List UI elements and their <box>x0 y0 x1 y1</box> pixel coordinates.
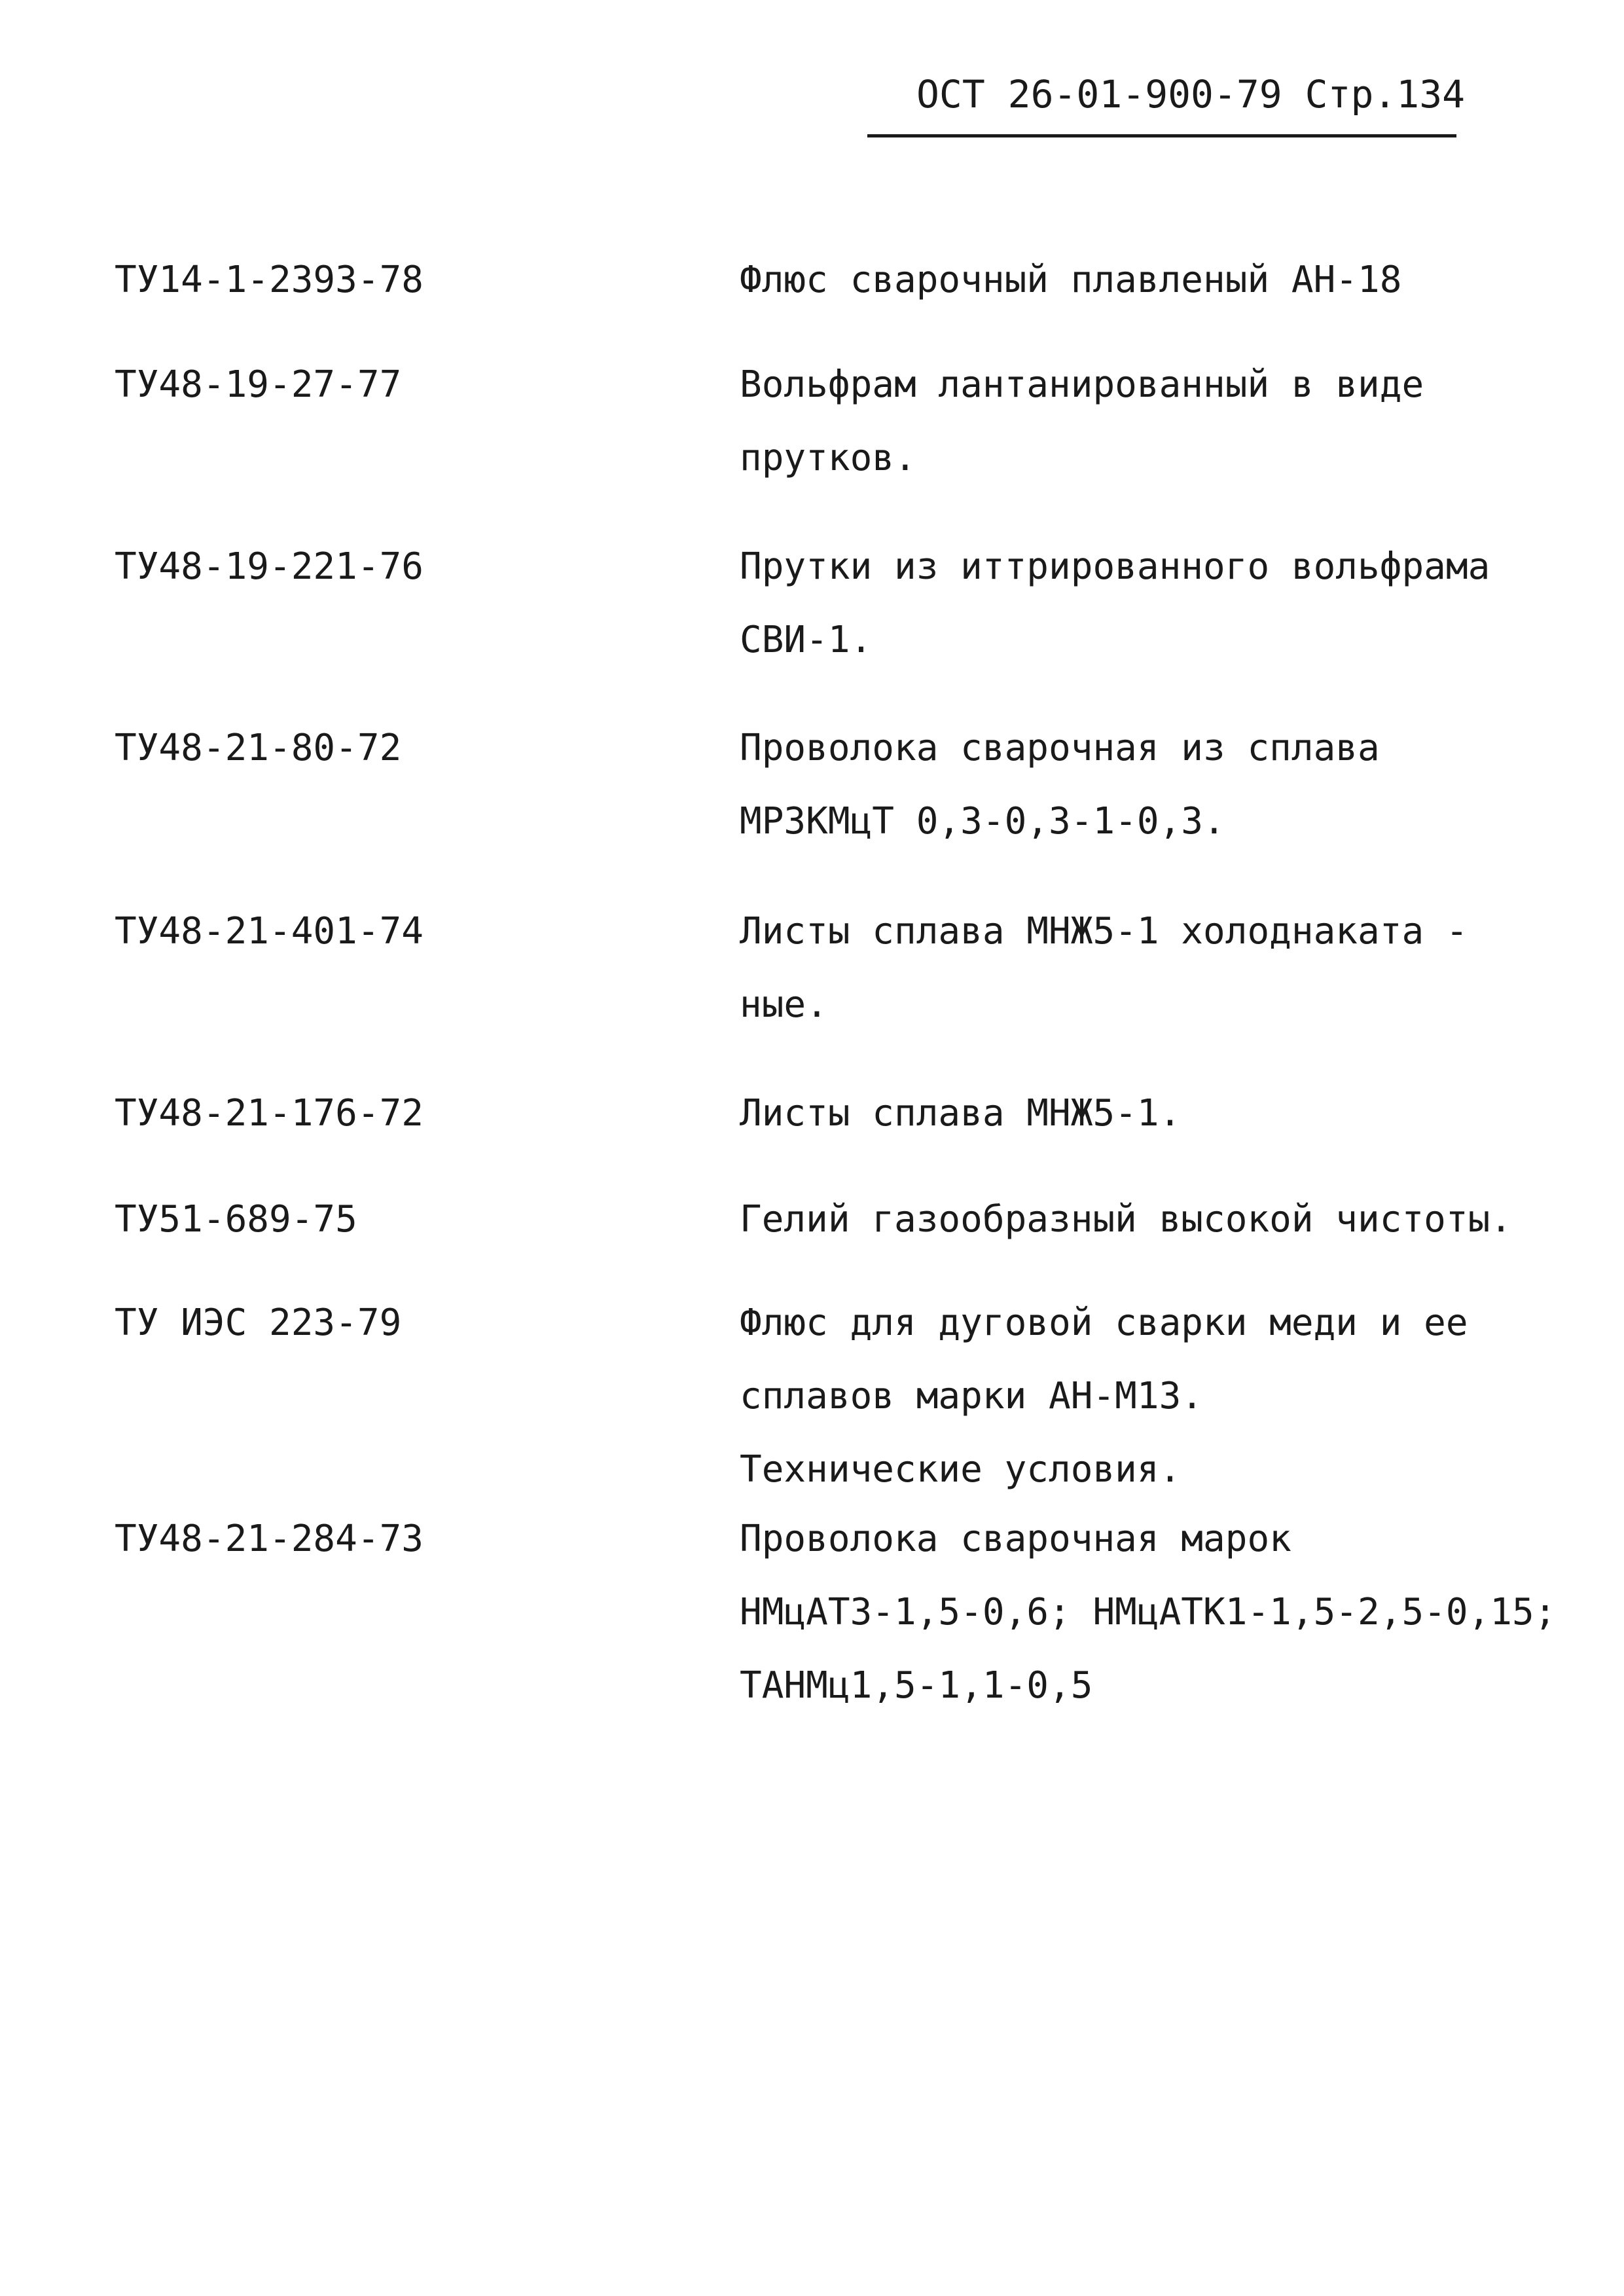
description-line: Листы сплава МНЖ5-1 холоднаката - <box>740 910 1468 953</box>
description-line: Флюс сварочный плавленый АН-18 <box>740 259 1402 301</box>
spec-code: ТУ48-21-401-74 <box>115 910 424 953</box>
spec-code: ТУ48-21-284-73 <box>115 1518 424 1560</box>
description-line: Гелий газообразный высокой чистоты. <box>740 1198 1513 1241</box>
description-line: СВИ-1. <box>740 619 873 661</box>
spec-description <box>740 1518 1610 1722</box>
spec-code: ТУ51-689-75 <box>115 1198 357 1241</box>
description-line: прутков. <box>740 437 916 479</box>
description-line: ные. <box>740 983 828 1026</box>
spec-code: ТУ14-1-2393-78 <box>115 259 424 301</box>
spec-code: ТУ48-21-176-72 <box>115 1092 424 1135</box>
description-line: Листы сплава МНЖ5-1. <box>740 1092 1182 1135</box>
description-line: Проволока сварочная из сплава <box>740 727 1380 769</box>
description-line: Вольфрам лантанированный в виде <box>740 363 1424 406</box>
description-line: НМцАТ3-1,5-0,6; НМцАТК1-1,5-2,5-0,15; <box>740 1591 1557 1633</box>
spec-description <box>740 1198 1610 1256</box>
spec-description <box>740 727 1610 858</box>
description-line: сплавов марки АН-М13. <box>740 1375 1204 1417</box>
description-line: Технические условия. <box>740 1448 1182 1491</box>
spec-code: ТУ48-19-221-76 <box>115 545 424 588</box>
spec-code: ТУ48-19-27-77 <box>115 363 402 406</box>
description-line: ТАНМц1,5-1,1-0,5 <box>740 1664 1093 1707</box>
spec-description <box>740 1302 1610 1506</box>
description-line: Флюс для дуговой сварки меди и ее <box>740 1302 1468 1344</box>
header-underline <box>867 134 1456 137</box>
description-line: МР3КМцТ 0,3-0,3-1-0,3. <box>740 800 1225 843</box>
spec-description <box>740 910 1610 1042</box>
spec-description <box>740 259 1610 317</box>
spec-description <box>740 1092 1610 1150</box>
description-line: Прутки из иттрированного вольфрама <box>740 545 1490 588</box>
spec-code: ТУ ИЭС 223-79 <box>115 1302 402 1344</box>
spec-description <box>740 545 1610 677</box>
page-header: ОСТ 26-01-900-79 Стр.134 <box>916 72 1466 117</box>
spec-description <box>740 363 1610 495</box>
description-line: Проволока сварочная марок <box>740 1518 1291 1560</box>
spec-code: ТУ48-21-80-72 <box>115 727 402 769</box>
